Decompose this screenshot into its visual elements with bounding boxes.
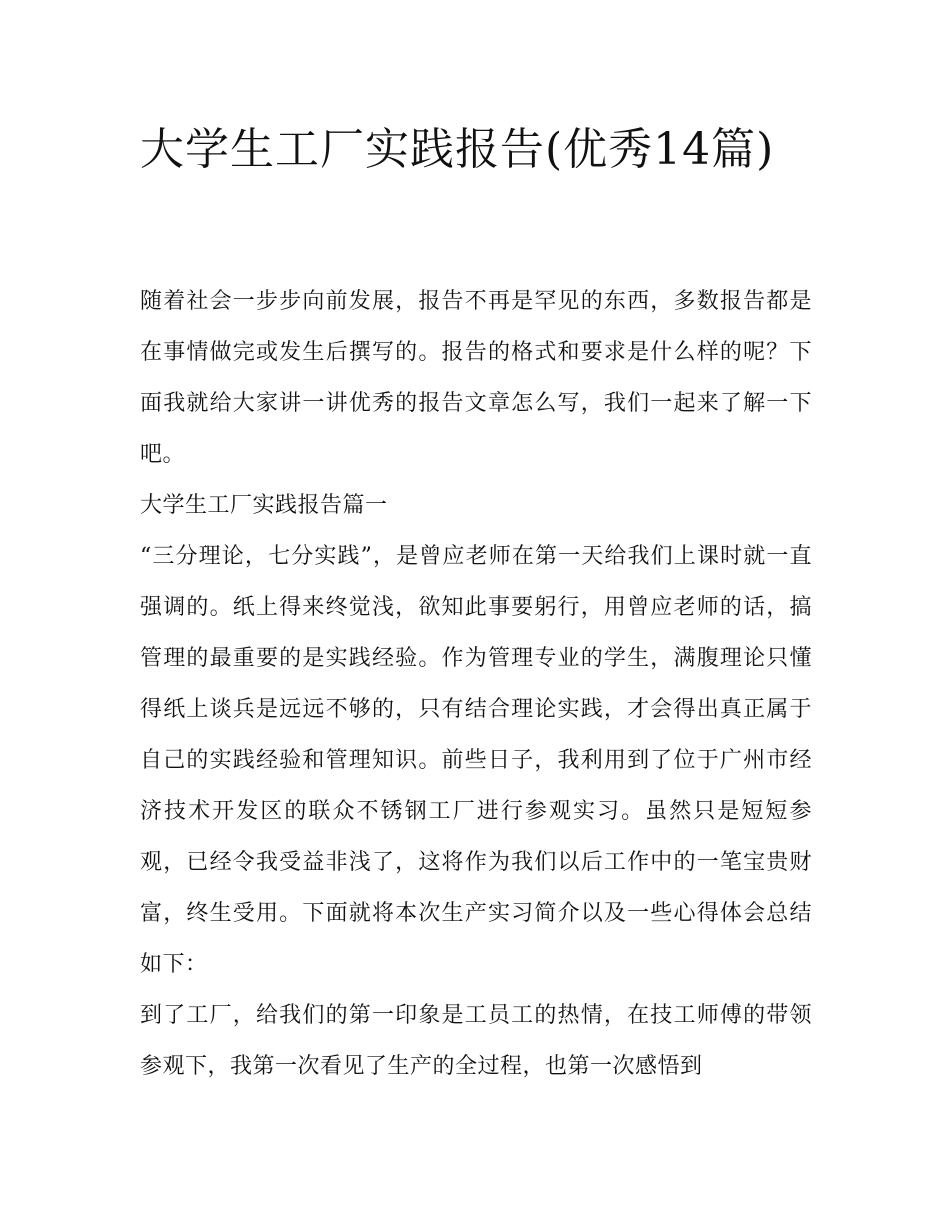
document-body — [140, 276, 812, 1092]
page-title: 大学生工厂实践报告(优秀14篇) — [140, 124, 775, 175]
section-heading-1: 大学生工厂实践报告篇一 — [140, 493, 388, 518]
body-paragraph-2: 到了工厂，给我们的第一印象是工员工的热情，在技工师傅的带领参观下，我第一次看见了生产的全过程，也第一次感悟到 — [140, 1003, 812, 1079]
intro-paragraph: 随着社会一步步向前发展，报告不再是罕见的东西，多数报告都是在事情做完或发生后撰写的。报告的格式和要求是什么样的呢？下面我就给大家讲一讲优秀的报告文章怎么写，我们一起来了解一下吧。 — [140, 289, 812, 467]
body-paragraph-1: “三分理论，七分实践”，是曾应老师在第一天给我们上课时就一直强调的。纸上得来终觉浅，欲知此事要躬行，用曾应老师的话，搞管理的最重要的是实践经验。作为管理专业的学生，满腹理论只懂得纸上谈兵是远远不够的，只有结合理论实践，才会得出真正属于自己的实践经验和管理知识。前些日子，我利用到了位于广州市经济技术开发区的联众不锈钢工厂进行参观实习。虽然只是短短参观，已经令我受益非浅了，这将作为我们以后工作中的一笔宝贵财富，终生受用。下面就将本次生产实习简介以及一些心得体会总结如下： — [140, 544, 812, 977]
